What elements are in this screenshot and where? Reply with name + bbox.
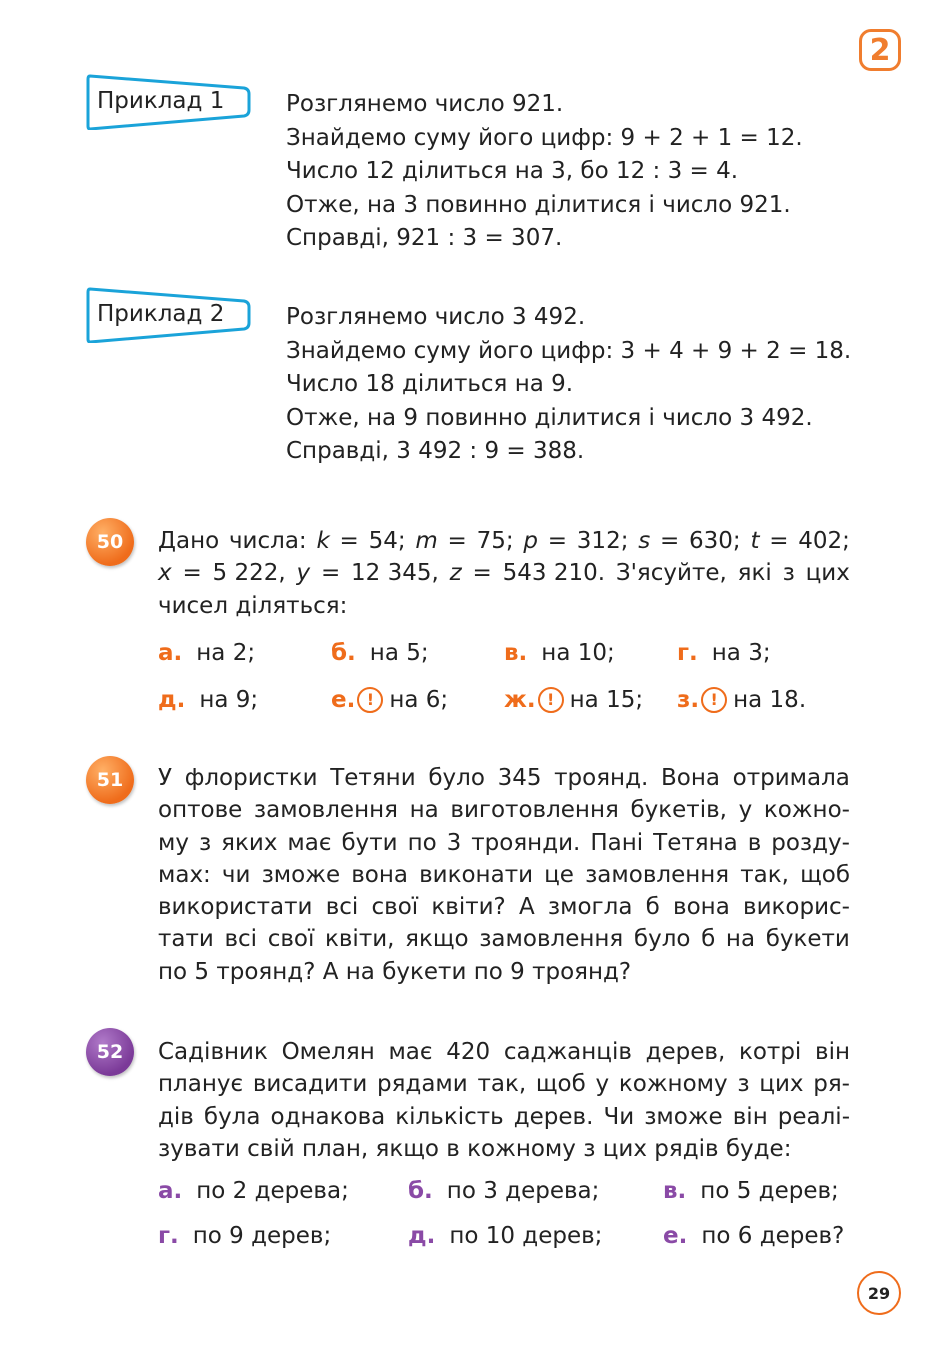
example-line: Розглянемо число 921. bbox=[286, 91, 564, 117]
task-line: Садівник Омелян має 420 саджанців дерев, котрі він bbox=[158, 1039, 850, 1065]
example-label-text: Приклад 2 bbox=[97, 301, 225, 327]
exclamation-icon: ! bbox=[357, 687, 383, 713]
task-line: по 5 троянд? А на букети по 9 троянд? bbox=[158, 958, 632, 985]
task-line: Дано числа: k = 54; m = 75; p = 312; s = 630; t = 402; bbox=[158, 528, 850, 554]
example-line: Отже, на 9 повинно ділитися і число 3 492. bbox=[286, 404, 813, 431]
option-e: е. ! на 6; bbox=[331, 687, 449, 713]
example-label-text: Приклад 1 bbox=[97, 88, 225, 114]
option-g: г. по 9 дерев; bbox=[158, 1223, 332, 1249]
example-1-label bbox=[86, 74, 256, 130]
option-e: е. по 6 дерев? bbox=[663, 1223, 845, 1249]
example-line: Знайдемо суму його цифр: 3 + 4 + 9 + 2 = 18. bbox=[286, 337, 852, 364]
example-line: Отже, на 3 повинно ділитися і число 921. bbox=[286, 191, 791, 218]
task-line: чисел діляться: bbox=[158, 592, 348, 619]
task-line: тати всі свої квіти, якщо замовлення було б на букети bbox=[158, 926, 850, 953]
task-50-text bbox=[158, 525, 850, 622]
example-1-text bbox=[286, 88, 803, 256]
task-line: використати всі свої квіти? А змогла б вона викорис- bbox=[158, 894, 850, 921]
chapter-badge: 2 bbox=[859, 29, 901, 71]
option-b: б. по 3 дерева; bbox=[408, 1178, 600, 1204]
example-line: Розглянемо число 3 492. bbox=[286, 304, 586, 330]
task-51-text bbox=[158, 762, 850, 988]
example-line: Число 18 ділиться на 9. bbox=[286, 371, 574, 397]
task-52-text bbox=[158, 1036, 850, 1165]
option-z: з. ! на 18. bbox=[677, 687, 807, 713]
option-a: а. по 2 дерева; bbox=[158, 1178, 349, 1204]
page-number: 29 bbox=[857, 1271, 901, 1315]
option-v: в. на 10; bbox=[504, 640, 615, 666]
task-line: зувати свій план, якщо в кожному з цих рядів буде: bbox=[158, 1135, 792, 1162]
example-line: Число 12 ділиться на 3, бо 12 : 3 = 4. bbox=[286, 158, 739, 184]
example-2-label bbox=[86, 287, 256, 343]
exclamation-icon: ! bbox=[538, 687, 564, 713]
task-line: дів була однакова кількість дерев. Чи зможе він реалі- bbox=[158, 1103, 850, 1130]
option-b: б. на 5; bbox=[331, 640, 429, 666]
task-number-51: 51 bbox=[86, 756, 134, 804]
task-line: У флористки Тетяни було 345 троянд. Вона отримала bbox=[158, 765, 850, 791]
task-line: мах: чи зможе вона виконати це замовлення так, щоб bbox=[158, 861, 850, 888]
option-zh: ж. ! на 15; bbox=[504, 687, 644, 713]
option-g: г. на 3; bbox=[677, 640, 771, 666]
example-line: Справді, 3 492 : 9 = 388. bbox=[286, 438, 585, 464]
task-number-52: 52 bbox=[86, 1028, 134, 1076]
option-d: д. по 10 дерев; bbox=[408, 1223, 603, 1249]
task-line: x = 5 222, y = 12 345, z = 543 210. З'ясуйте, які з цих bbox=[158, 560, 850, 587]
task-line: му з яких має бути по 3 троянди. Пані Тетяна в розду- bbox=[158, 829, 850, 856]
task-line: оптове замовлення на виготовлення букетів, у кожно- bbox=[158, 797, 850, 824]
example-line: Справді, 921 : 3 = 307. bbox=[286, 225, 563, 251]
option-v: в. по 5 дерев; bbox=[663, 1178, 839, 1204]
task-number-50: 50 bbox=[86, 518, 134, 566]
option-a: а. на 2; bbox=[158, 640, 256, 666]
example-2-text bbox=[286, 301, 851, 469]
example-line: Знайдемо суму його цифр: 9 + 2 + 1 = 12. bbox=[286, 124, 803, 151]
exclamation-icon: ! bbox=[701, 687, 727, 713]
task-line: планує висадити рядами так, щоб у кожному з цих ря- bbox=[158, 1071, 850, 1098]
option-d: д. на 9; bbox=[158, 687, 259, 713]
